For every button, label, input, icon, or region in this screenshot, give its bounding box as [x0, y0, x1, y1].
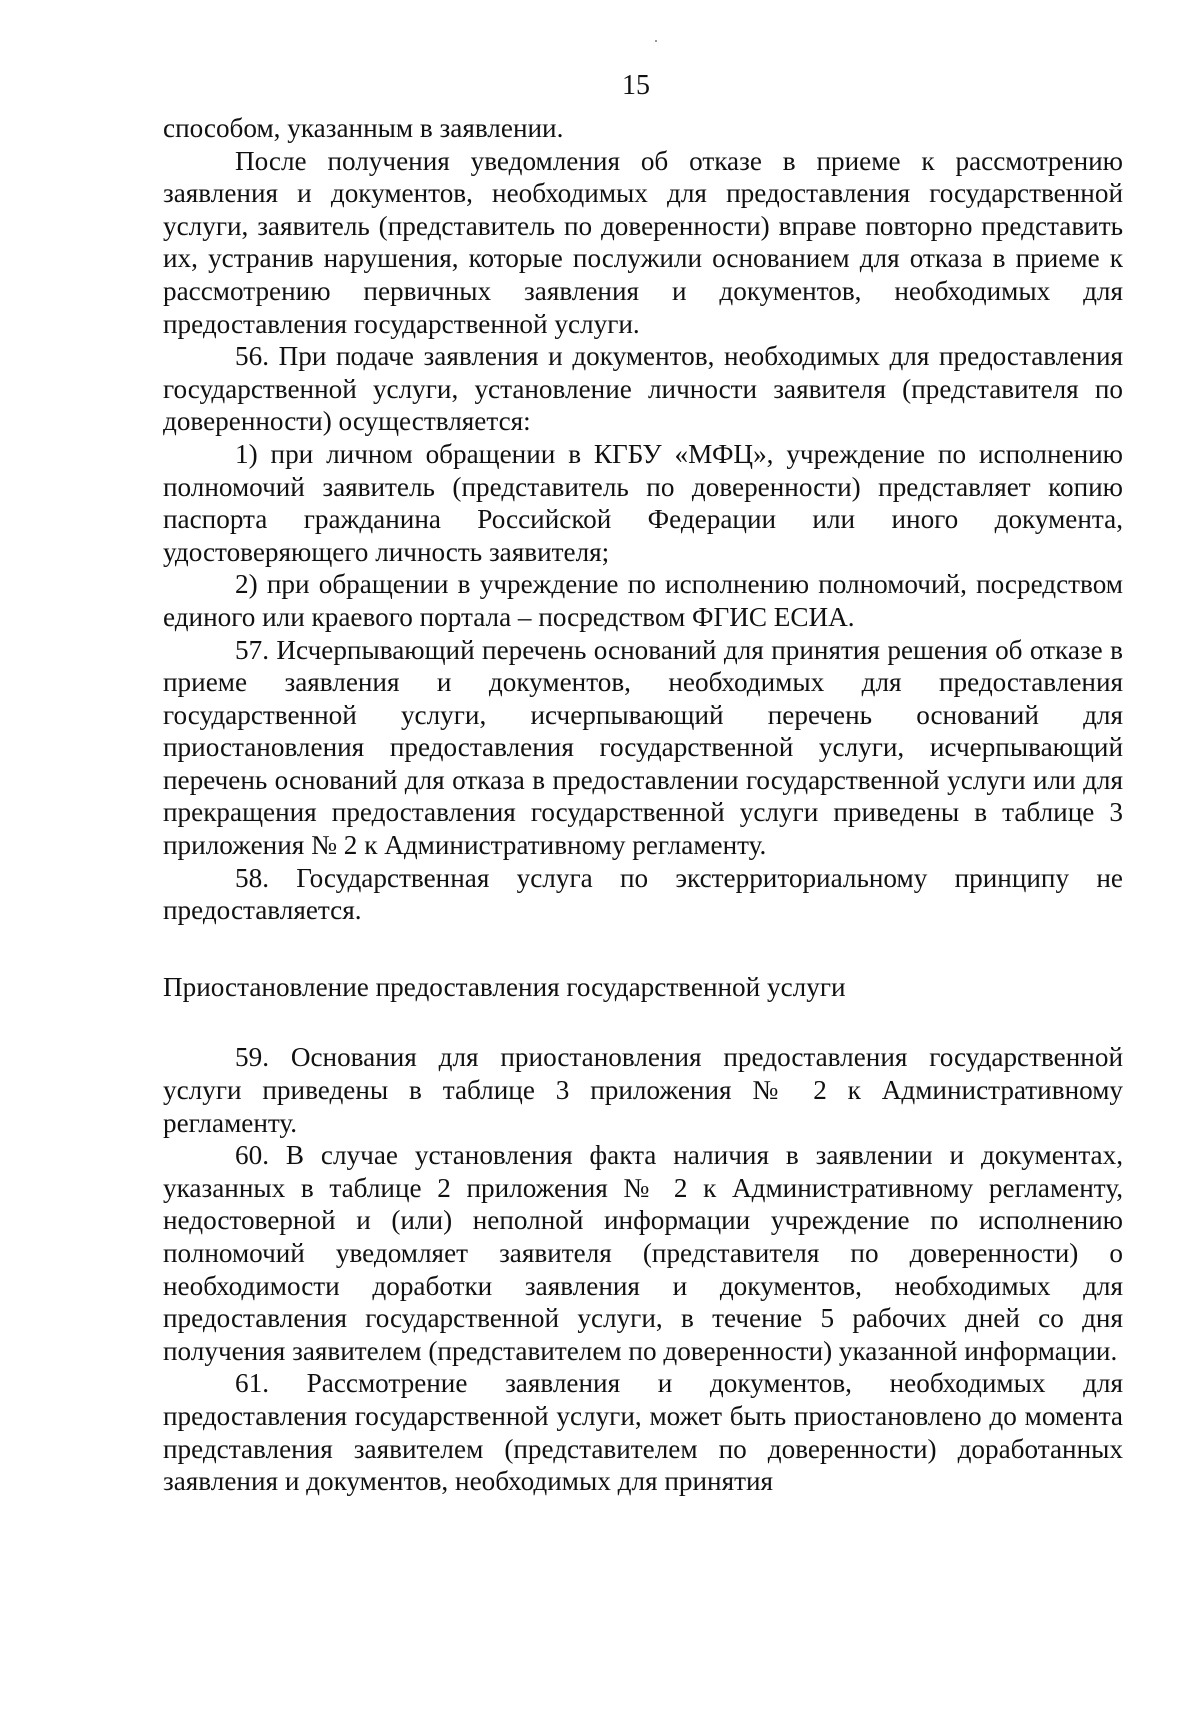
section-heading: Приостановление предоставления государственной услуги	[163, 971, 846, 1002]
paragraph-59: 59. Основания для приостановления предоставления государственной услуги приведены в таблице 3 приложения № 2 к Административному регламенту.	[163, 1042, 1123, 1138]
paragraph-56: 56. При подаче заявления и документов, необходимых для предоставления государственной услуги, установление личности заявителя (представителя по доверенности) осуществляется:	[163, 341, 1123, 437]
paragraph-60: 60. В случае установления факта наличия в заявлении и документах, указанных в таблице 2 приложения № 2 к Административному регламенту, недостоверной и (или) неполной информации учреждение по исполнению полномочий уведомляет заявителя (представителя по доверенности) о необходимости доработки заявления и документов, необходимых для предоставления государственной услуги, в течение 5 рабочих дней со дня получения заявителем (представителем по доверенности) указанной информации.	[163, 1140, 1123, 1366]
paragraph-58: 58. Государственная услуга по экстерриториальному принципу не предоставляется.	[163, 862, 1123, 926]
paragraph-resubmission: После получения уведомления об отказе в приеме к рассмотрению заявления и документов, необходимых для предоставления государственной услуги, заявитель (представитель по доверенности) вправе повторно представить их, устранив нарушения, которые послужили основанием для отказа в приеме к рассмотрению первичных заявления и документов, необходимых для предоставления государственной услуги.	[163, 145, 1123, 339]
paragraph-57: 57. Исчерпывающий перечень оснований для принятия решения об отказе в приеме заявления и документов, необходимых для предоставления государственной услуги, исчерпывающий перечень оснований для приостановления предоставления государственной услуги, исчерпывающий перечень оснований для отказа в предоставлении государственной услуги или для прекращения предоставления государственной услуги приведены в таблице 3 приложения № 2 к Административному регламенту.	[163, 634, 1123, 861]
document-body	[163, 112, 1123, 1498]
paragraph-56-item-2: 2) при обращении в учреждение по исполнению полномочий, посредством единого или краевого портала – посредством ФГИС ЕСИА.	[163, 569, 1123, 632]
paragraph-61: 61. Рассмотрение заявления и документов, необходимых для предоставления государственной услуги, может быть приостановлено до момента представления заявителем (представителем по доверенности) доработанных заявления и документов, необходимых для принятия	[163, 1368, 1123, 1497]
page-number: 15	[622, 70, 650, 101]
paragraph-continuation: способом, указанным в заявлении.	[163, 113, 564, 143]
paragraph-56-item-1: 1) при личном обращении в КГБУ «МФЦ», учреждение по исполнению полномочий заявитель (представитель по доверенности) представляет копию паспорта гражданина Российской Федерации или иного документа, удостоверяющего личность заявителя;	[163, 438, 1123, 567]
scan-speck	[655, 40, 657, 42]
